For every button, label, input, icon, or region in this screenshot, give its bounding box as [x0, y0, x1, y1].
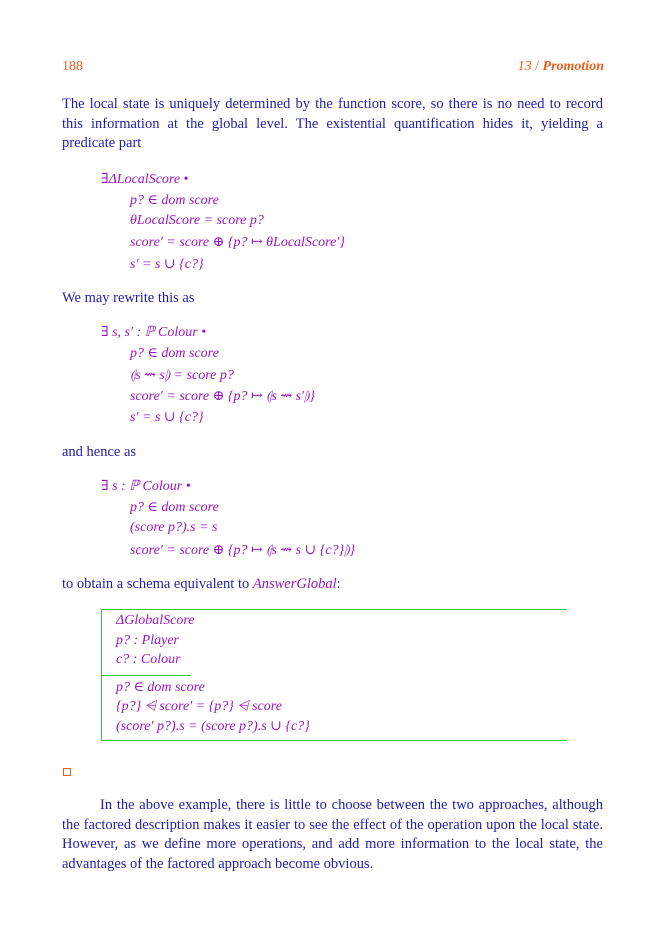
chapter-number: 13 — [517, 59, 532, 74]
paragraph-4-trailing: : — [336, 576, 341, 592]
chapter-title: Promotion — [542, 59, 604, 74]
header-separator: / — [535, 59, 540, 74]
schema-declaration: ΔGlobalScore — [116, 613, 195, 628]
formula-2-line: score′ = score ⊕ {p? ↦ ⦇s ⇝ s′⦈} — [130, 389, 315, 404]
schema-divider-rule — [101, 675, 191, 676]
formula-3-line: score′ = score ⊕ {p? ↦ ⦇s ⇝ s ∪ {c?}⦈} — [130, 543, 356, 558]
paragraph-1: The local state is uniquely determined by the function score, so there is no need to record this information at the global level. The existential quantification hides it, yielding a predicate part — [62, 96, 603, 151]
formula-1-line: s′ = s ∪ {c?} — [130, 257, 204, 272]
formula-1-line: p? ∈ dom score — [130, 193, 219, 208]
formula-2-line: ⦇s ⇝ s⦈ = score p? — [130, 368, 234, 383]
formula-1-line: θLocalScore = score p? — [130, 213, 264, 228]
running-head — [518, 59, 604, 75]
formula-3-line: (score p?).s = s — [130, 520, 218, 535]
schema-predicate: p? ∈ dom score — [116, 680, 205, 695]
formula-2-line: s′ = s ∪ {c?} — [130, 410, 204, 425]
schema-top-rule — [101, 609, 567, 610]
paragraph-2: We may rewrite this as — [62, 290, 195, 306]
paragraph-5: In the above example, there is little to choose between the two approaches, although the factored description makes it easier to see the effect of the operation upon the local state. However, as we define more operations, and add more information to the local state, the advantages of the factored approach become obvious. — [62, 797, 603, 872]
schema-predicate: {p?} ⩤ score′ = {p?} ⩤ score — [116, 699, 282, 714]
schema-declaration: c? : Colour — [116, 652, 181, 667]
schema-bottom-rule — [101, 740, 567, 741]
formula-3-line: p? ∈ dom score — [130, 500, 219, 515]
formula-3-head: ∃ s : ℙ Colour • — [101, 479, 191, 494]
schema-declaration: p? : Player — [116, 633, 179, 648]
formula-2-line: p? ∈ dom score — [130, 346, 219, 361]
formula-1-line: score′ = score ⊕ {p? ↦ θLocalScore′} — [130, 235, 345, 250]
paragraph-4 — [62, 574, 341, 594]
paragraph-3: and hence as — [62, 444, 137, 460]
schema-name-ref: AnswerGlobal — [252, 576, 337, 592]
formula-1-head: ∃ΔLocalScore • — [101, 172, 189, 187]
formula-2-head: ∃ s, s′ : ℙ Colour • — [101, 325, 207, 340]
schema-predicate: (score′ p?).s = (score p?).s ∪ {c?} — [116, 719, 310, 734]
page-number: 188 — [62, 59, 83, 74]
paragraph-4-text: to obtain a schema equivalent to — [62, 576, 250, 592]
end-of-example-square-icon — [63, 768, 71, 776]
